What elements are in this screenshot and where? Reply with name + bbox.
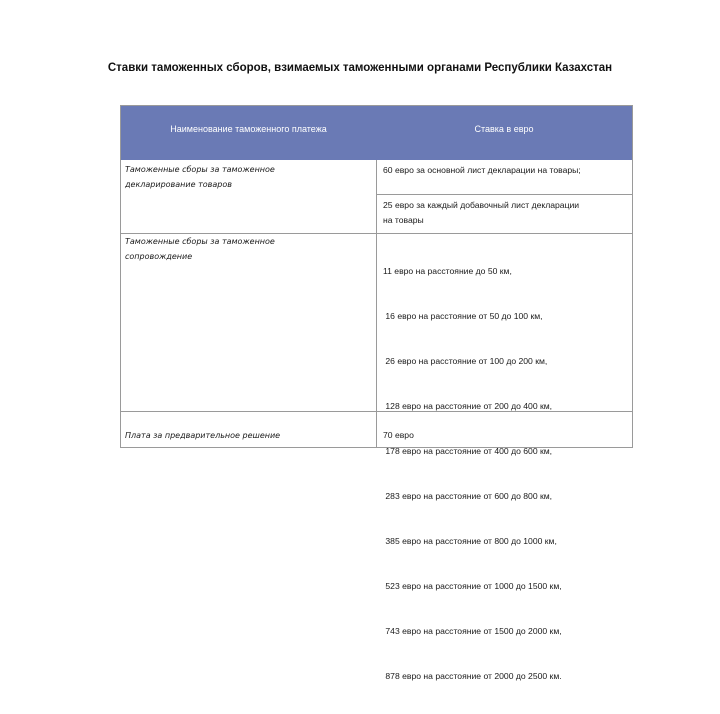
row1-name-line: декларирование товаров: [125, 180, 232, 189]
rate-line: 283 евро на расстояние от 600 до 800 км,: [383, 491, 553, 501]
header-payment-name: Наименование таможенного платежа: [170, 124, 327, 134]
rate-line: на товары: [383, 215, 424, 225]
row1-rate-main: [383, 163, 629, 178]
rate-line: 128 евро на расстояние от 200 до 400 км,: [383, 401, 553, 411]
rate-line: 385 евро на расстояние от 800 до 1000 км,: [383, 536, 557, 546]
rate-line: 523 евро на расстояние от 1000 до 1500 км,: [383, 581, 562, 591]
rate-line: 25 евро за каждый добавочный лист декларации: [383, 200, 580, 210]
row2-name: [125, 234, 373, 264]
rate-line: 11 евро на расстояние до 50 км,: [383, 266, 512, 276]
row-divider: [377, 194, 632, 195]
row3-name: [125, 428, 373, 443]
row3-name-line: Плата за предварительное решение: [125, 431, 281, 440]
row1-rate-extra: [383, 198, 629, 228]
row3-rate: [383, 428, 629, 443]
row2-name-line: Таможенные сборы за таможенное: [125, 237, 275, 246]
row1-name: [125, 162, 373, 192]
table-header: [121, 106, 632, 160]
rate-line: 60 евро за основной лист декларации на товары;: [383, 165, 581, 175]
column-divider: [376, 160, 377, 447]
rate-line: 26 евро на расстояние от 100 до 200 км,: [383, 356, 548, 366]
row1-name-line: Таможенные сборы за таможенное: [125, 165, 275, 174]
customs-fees-table: [120, 105, 633, 681]
row2-name-line: сопровождение: [125, 252, 193, 261]
page-title: Ставки таможенных сборов, взимаемых таможенными органами Республики Казахстан: [107, 62, 613, 74]
row2-rates: [383, 234, 629, 714]
rate-line: 70 евро: [383, 430, 414, 440]
rate-line: 16 евро на расстояние от 50 до 100 км,: [383, 311, 543, 321]
rate-line: 743 евро на расстояние от 1500 до 2000 км,: [383, 626, 562, 636]
rate-line: 178 евро на расстояние от 400 до 600 км,: [383, 446, 553, 456]
header-rate-euro: Ставка в евро: [474, 124, 534, 134]
rate-line: 878 евро на расстояние от 2000 до 2500 км.: [383, 671, 562, 681]
